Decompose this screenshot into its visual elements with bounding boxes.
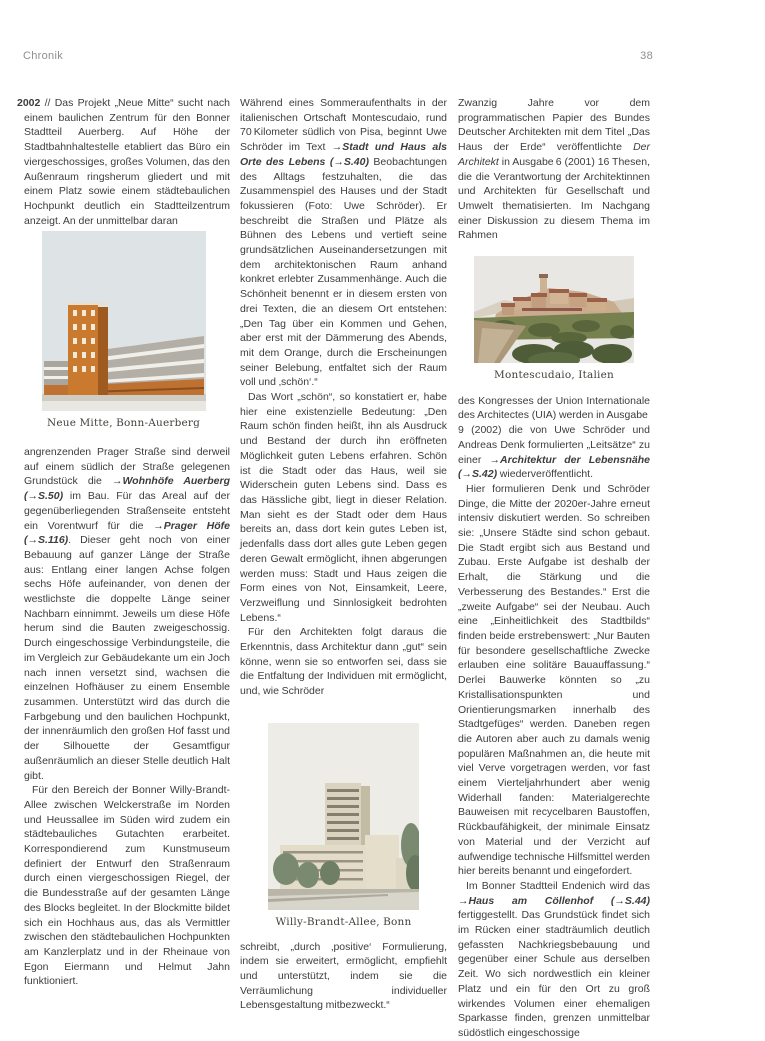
figure-willy-brandt-allee [240,723,447,930]
paragraph: Während eines Sommeraufenthalts in der italienischen Ortschaft Montescudaio, rund 70 Kilometer südlich von Pisa, beginnt Uwe Schröder im Text →Stadt und Haus als Orte des Lebens (→S.40) Beobachtungen des Alltags festzuhalten, die das Zusammenspiel des Hauses und der Stadt fokussieren (Foto: Uwe Schröder). Er beschreibt die Straßen und Plätze als Bühnen des Lebens und vertieft seine grundsätzlichen Auseinandersetzungen mit dem architektonischen Raum anhand konkret erlebter Zusammenhänge. Auch die Schönheit benennt er in diesem ersten von drei Texten, die an diesem Ort entstehen: „Den Tag über ein Kommen und Gehen, aber erst mit der Dämmerung des Abends, mit dem Orange, durch die Erscheinungen seiner Belebung, entfaltet sich der Raum voll und ‚schön‘.“ [240,97,448,389]
paragraph: Das Wort „schön“, so konstatiert er, habe hier eine existenzielle Bedeutung: „Den Raum schön finden heißt, ihn als Ausdruck und Bestand der durch ihn eröffneten Möglichkeit guten Lebens erfahren. Schön ist die Stadt oder das Haus, weil sie Widerschein guten Lebens sind. Dass es das Hässliche gibt, liegt in dieser Relation. Man sieht es der Stadt oder dem Haus bereits an, dass dort kein gutes Leben ist, jedenfalls dass dort alles gute Leben gegen deren Gewalt ermöglicht, ihnen abgerungen werden muss: Stadt und Haus zeigen die Form eines von Not, Einsamkeit, Leere, Verzweiflung und Sinnlosigkeit bedrohten Lebens.“ [240,391,447,624]
paragraph: Zwanzig Jahre vor dem programmatischen Papier des Bundes Deutscher Architekten mit dem Titel „Das Haus der Erde“ veröffentlichte Der Architekt in Ausgabe 6 (2001) 16 Thesen, die die Verantwortung der Architektinnen und Architekten für Gesellschaft und Umwelt thematisierten. Im Nachgang einer Diskussion zu diesem Thema im Rahmen [458,97,650,242]
willy-brandt-allee-rendering-image [268,723,419,910]
paragraph: angrenzenden Prager Straße sind derweil auf einem südlich der Straße gelegenen Grundstück die →Wohnhöfe Auerberg (→S.50) im Bau. Für das Areal auf der gegenüberliegenden Straßenseite entsteht ein Vorentwurf für die →Prager Höfe (→S.116). Dieser geht noch von einer Bebauung auf ganzer Länge der Straße aus: Entlang einer langen Achse folgen sechs Höfe aufeinander, von denen der westlichste die doppelte Länge seiner Nachbarn einnimmt. Jeweils um diese Höfe herum sind die Bauten zweigeschossig. Durch eingeschossige Verbindungsteile, die im Vergleich zur Gebäudekante um ein Joch nach innen versetzt sind, wachsen die einzelnen Hofhäuser zu einem Ensemble zusammen. Unterstützt wird das durch die Farbgebung und den baulichen Hochpunkt, der innenräumlich den großen Hof fasst und der Silhouette der Gesamtfigur außenräumlich an dieser Stelle deutlich Halt gibt. [24,446,230,782]
paragraph: Für den Bereich der Bonner Willy-Brandt-Allee zwischen Welckerstraße im Norden und Heussallee im Süden wird zudem ein städtebauliches Gutachten erarbeitet. Korrespondierend zum Kunstmuseum definiert der Entwurf den Straßenraum durch einen viergeschossigen Riegel, der die Bundesstraße auf der gesamten Länge des Blocks begleitet. In der Blockmitte bildet sich ein Hochhaus aus, das als Vermittler zwischen den städtebaulichen Hochpunkten am Kanzlerplatz und in der Rheinaue von Egon Eiermann und Helmut Jahn funktioniert. [24,784,230,988]
paragraph: Für den Architekten folgt daraus die Erkenntnis, dass Architektur dann „gut“ sein könne, wenn sie so entworfen sei, dass sie die Entfaltung der Individuen mit ermöglicht, und, wie Schröder [240,626,447,698]
column-3 [458,96,650,1041]
column-2 [240,96,447,1041]
figure-neue-mitte [17,231,230,431]
paragraph: Hier formulieren Denk und Schröder Dinge, die Mitte der 2020er-Jahre erneut intensiv diskutiert werden. So schreiben sie: „Unsere Städte sind schon gebaut. Die Stadt ergibt sich aus Bestand und Zubau. Erste Aufgabe ist deshalb der Erhalt, die Stärkung und die Verbesserung des Bestandes.“ Erst die „zweite Aufgabe“ sei der Neubau. Auch eine „Einheitlichkeit des Stadtbilds“ finden beide erstrebenswert: „Nur Bauten für besondere gesellschaftliche Zwecke erlauben eine solitäre Bauauffassung.“ Derlei Bauwerke könnten so „zu Kristallisationspunkten und Orientierungsmarken innerhalb des Stadtgefüges“ werden. Daneben regen die Autoren aber auch zu damals wenig populären Maßnahmen an, die heute mit viel Verve vorgetragen werden, vor fast einem Vierteljahrhundert aber wenig Widerhall fanden: Materialgerechte Bauweisen mit recycelbaren Baustoffen, Rückbaufähigkeit, der minimale Einsatz von Material und der Verzicht auf aufwendige technische Hilfsmittel werden hier bereits benannt und eingefordert. [458,482,650,878]
neue-mitte-rendering-image [42,231,206,411]
column-1 [17,96,230,1041]
figure-caption-willy-brandt-allee: Willy-Brandt-Allee, Bonn [275,915,412,928]
chronicle-entry-2002: 2002 // Das Projekt „Neue Mitte“ sucht nach einem baulichen Zentrum für den Bonner Stadtteil Auerberg. Auf Höhe der Stadtbahnhaltestelle etabliert das Büro ein viergeschossiges, großes Volumen, das den Außenraum ringsherum gliedert und mit einem Platz sowie einem städtebaulichen Hochpunkt deutlich ein Stadtteilzentrum anzeigt. An der unmittelbar daran [17,97,230,227]
running-head: Chronik [23,50,64,62]
page-header [23,50,653,62]
text-columns [17,96,650,1041]
paragraph: Im Bonner Stadtteil Endenich wird das →Haus am Cöllenhof (→S.44) fertiggestellt. Das Grundstück findet sich im Rücken einer stadträumlich deutlich gefassten Nachkriegsbebauung und gegenüber einer Schule aus derselben Zeit. Wo sich nordwestlich ein kleiner Platz und ein für den Ort zu groß wirkendes Volumen einer ehemaligen Sparkasse finden, grenzen unmittelbar südöstlich eingeschossige [458,879,650,1039]
montescudaio-photo [474,256,634,363]
page-number: 38 [640,50,653,62]
figure-caption-neue-mitte: Neue Mitte, Bonn-Auerberg [46,417,201,430]
figure-montescudaio [458,256,650,383]
paragraph: des Kongresses der Union Internationale des Architectes (UIA) werden in Ausgabe 9 (2002) die von Uwe Schröder und Andreas Denk formulierten „Leitsätze“ zu einer →Architektur der Lebensnähe (→S.42) wiederveröffentlicht. [458,394,650,481]
figure-caption-montescudaio: Montescudaio, Italien [494,369,614,382]
paragraph: schreibt, „durch ‚positive‘ Formulierung, indem sie erweitert, ermöglicht, empfiehlt und unterstützt, indem sie die Verräumlichung individueller Lebensgestaltung mitbezweckt.“ [240,940,447,1012]
